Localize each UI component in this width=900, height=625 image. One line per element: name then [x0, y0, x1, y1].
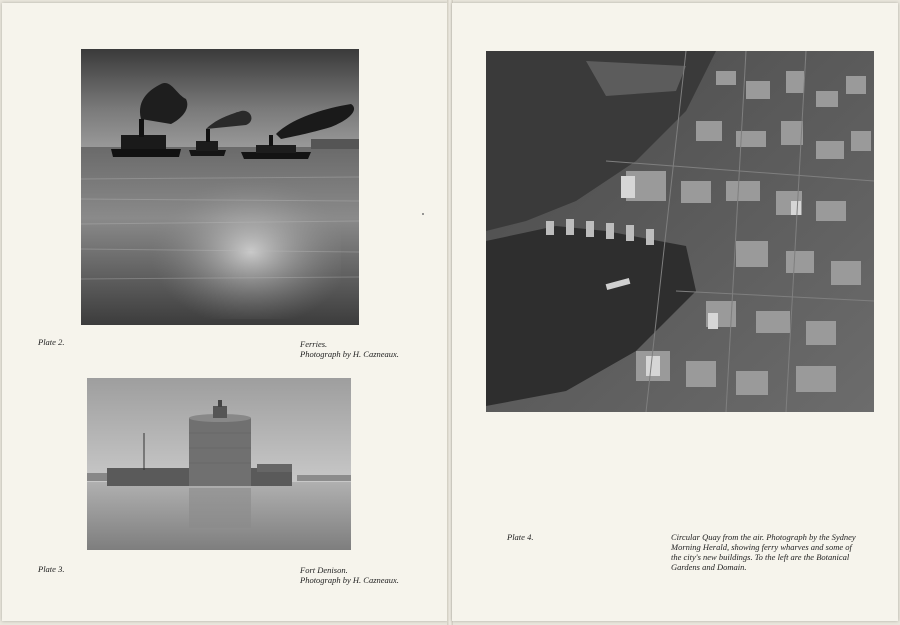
plate-4-caption-line-2: Morning Herald, showing ferry wharves and some of — [671, 542, 852, 552]
plate-2-caption-credit: Photograph by H. Cazneaux. — [300, 349, 399, 359]
plate-2-caption-title: Ferries. — [300, 339, 328, 349]
margin-mark — [422, 213, 424, 215]
right-page — [452, 3, 898, 621]
plate-4-caption-line-4: Gardens and Domain. — [671, 562, 747, 572]
circular-quay-photo — [486, 51, 874, 412]
plate-4-caption-line-1: Circular Quay from the air. Photograph by the Sydney — [671, 532, 856, 542]
left-page — [2, 3, 448, 621]
ferries-photo — [81, 49, 359, 325]
plate-3-caption-title: Fort Denison. — [300, 565, 348, 575]
plate-3-label: Plate 3. — [38, 564, 65, 574]
plate-4-caption — [671, 532, 856, 572]
plate-3-caption — [300, 565, 399, 585]
plate-4-label: Plate 4. — [507, 532, 534, 542]
plate-2-caption — [300, 339, 399, 359]
plate-3-caption-credit: Photograph by H. Cazneaux. — [300, 575, 399, 585]
fort-denison-photo — [87, 378, 351, 550]
plate-2-label: Plate 2. — [38, 337, 65, 347]
plate-4-caption-line-3: the city's new buildings. To the left are the Botanical — [671, 552, 850, 562]
